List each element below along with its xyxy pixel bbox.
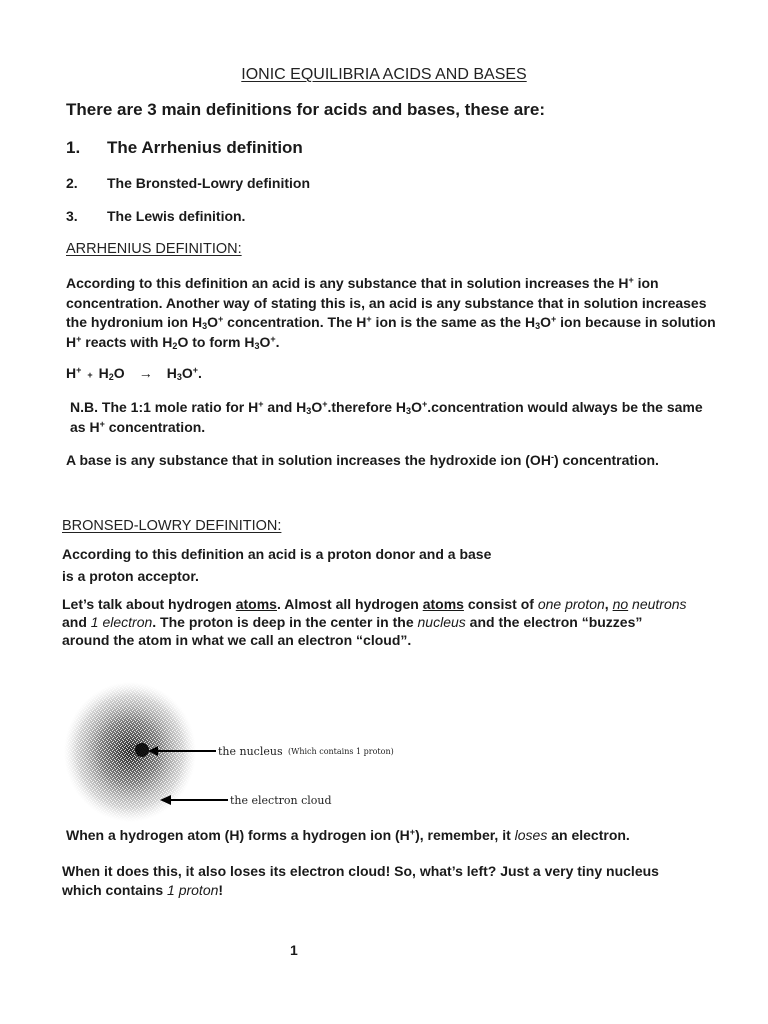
definition-number: 3. <box>66 208 78 224</box>
section-heading-bronsted: BRONSED-LOWRY DEFINITION: <box>62 518 282 534</box>
ion-paragraph-1: When a hydrogen atom (H) forms a hydrogen ion (H+), remember, it loses an electron. <box>66 827 630 843</box>
intro-heading: There are 3 main definitions for acids and bases, these are: <box>66 100 545 119</box>
nb-paragraph: N.B. The 1:1 mole ratio for H+ and $H_3O^+.therefore$ $H_3O^+.concentration$ would always be the same as H+ concentration. <box>70 399 703 435</box>
hydrogen-atom-figure <box>60 682 420 830</box>
definition-item-3 <box>66 208 245 224</box>
section-heading-arrhenius: ARRHENIUS DEFINITION: <box>66 241 242 257</box>
definition-item-2 <box>66 175 310 191</box>
bronsted-paragraph-line-1: According to this definition an acid is a proton donor and a base <box>62 546 492 562</box>
nucleus-shape <box>135 743 149 757</box>
ion-paragraph-2: When it does this, it also loses its electron cloud! So, what’s left? Just a very tiny nucleus which contains 1 proton! <box>62 863 659 898</box>
base-paragraph: A base is any substance that in solution increases the hydroxide ion (OH-) concentration. <box>66 452 659 468</box>
definition-label: The Bronsted-Lowry definition <box>107 175 310 191</box>
arrhenius-paragraph: According to this definition an acid is any substance that in solution increases the H+ ion concentration. Another way of stating this is, an acid is any substance that in solution increases the hydronium ion $H_3O^+$ concentration. The H+ ion is the same as the $H_3O^+$ ion because in solution H+ reacts with $H_2O$ to form $H_3O^+$. <box>66 275 716 351</box>
electron-cloud-label: the electron cloud <box>230 794 332 807</box>
definition-label: The Lewis definition. <box>107 208 246 224</box>
reaction-equation: $H^+ + H_2O \to H_3O^+$. <box>66 365 202 382</box>
page-number: 1 <box>290 942 298 958</box>
arrow-icon: → <box>138 365 153 381</box>
definition-number: 2. <box>66 175 78 191</box>
hydrogen-atom-paragraph: Let’s talk about hydrogen atoms. Almost all hydrogen atoms consist of one proton, no neutrons and 1 electron. The proton is deep in the center in the nucleus and the electron “buzzes” around the atom in what we call an electron “cloud”. <box>62 596 687 648</box>
definition-label: The Arrhenius definition <box>107 138 303 157</box>
bronsted-paragraph-line-2: is a proton acceptor. <box>62 568 199 584</box>
definition-number: 1. <box>66 138 81 157</box>
electron-cloud-illustration <box>60 682 420 830</box>
page-title: IONIC EQUILIBRIA ACIDS AND BASES <box>241 66 527 83</box>
nucleus-label: the nucleus <box>218 745 283 758</box>
definition-item-1 <box>66 138 303 158</box>
nucleus-label-note: (Which contains 1 proton) <box>288 747 394 756</box>
